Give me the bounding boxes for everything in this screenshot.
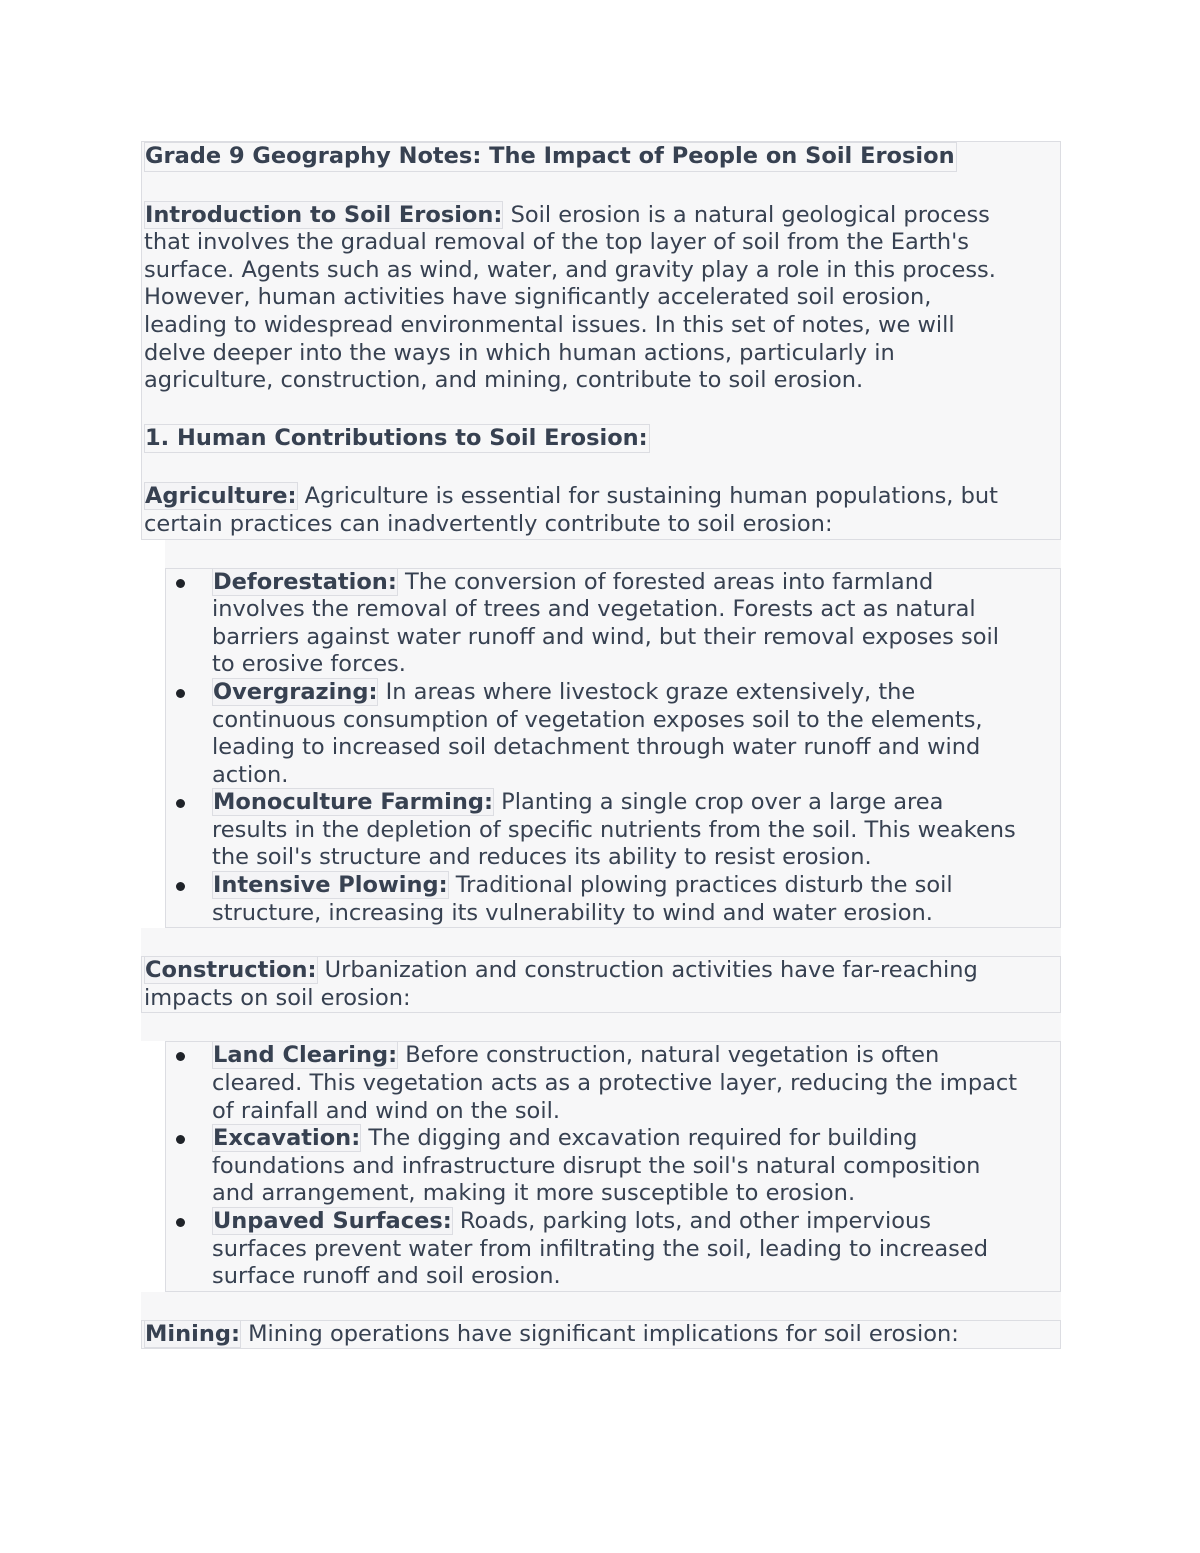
mining-paragraph [141,1320,1061,1350]
item-text: foundations and infrastructure disrupt the soil's natural composition [212,1152,981,1179]
bullet-icon [176,1218,185,1227]
construction-label: Construction: [145,957,317,984]
bullet-icon [176,882,185,891]
item-text: Planting a single crop over a large area [493,789,944,816]
item-text: the soil's structure and reduces its ability to resist erosion. [212,844,872,871]
bullet-icon [176,1135,185,1144]
item-text: The digging and excavation required for building [361,1125,918,1152]
item-text: barriers against water runoff and wind, but their removal exposes soil [212,623,1000,650]
item-text: The conversion of forested areas into farmland [397,568,934,595]
construction-line-1: impacts on soil erosion: [144,984,411,1011]
agriculture-line-1: certain practices can inadvertently contribute to soil erosion: [144,510,833,537]
bullet-icon [176,689,185,698]
construction-list [165,1041,1061,1291]
mining-label: Mining: [145,1320,240,1347]
item-label: Excavation: [213,1125,361,1152]
bullet-icon [176,799,185,808]
list-item [166,1125,1060,1208]
agriculture-list [165,568,1061,929]
item-text: leading to increased soil detachment through water runoff and wind [212,734,981,761]
intro-line-0: Soil erosion is a natural geological process [503,201,990,228]
list-item [166,872,1060,927]
item-text: structure, increasing its vulnerability to wind and water erosion. [212,899,933,926]
intro-line-6: agriculture, construction, and mining, contribute to soil erosion. [144,367,864,394]
intro-label: Introduction to Soil Erosion: [145,201,503,228]
item-text: continuous consumption of vegetation exposes soil to the elements, [212,706,983,733]
item-text: In areas where livestock graze extensively, the [378,678,916,705]
agriculture-line-0: Agriculture is essential for sustaining human populations, but [297,483,998,510]
document-page [141,141,1061,1349]
intro-line-1: that involves the gradual removal of the top layer of soil from the Earth's [144,229,969,256]
item-text: results in the depletion of specific nutrients from the soil. This weakens [212,816,1016,843]
spacer [165,540,1061,568]
bullet-icon [176,579,185,588]
list-item [166,569,1060,679]
spacer [141,1013,1061,1041]
list-item [166,679,1060,789]
bullet-icon [176,1052,185,1061]
item-text: action. [212,761,289,788]
list-item [166,1208,1060,1291]
item-text: of rainfall and wind on the soil. [212,1097,560,1124]
item-text: Before construction, natural vegetation is often [398,1042,940,1069]
item-text: involves the removal of trees and vegetation. Forests act as natural [212,596,976,623]
intro-line-5: delve deeper into the ways in which human actions, particularly in [144,339,895,366]
item-label: Intensive Plowing: [213,872,448,899]
item-text: Traditional plowing practices disturb the soil [448,872,953,899]
item-label: Land Clearing: [213,1042,398,1069]
spacer [141,928,1061,956]
item-label: Overgrazing: [213,678,378,705]
item-text: surfaces prevent water from infiltrating the soil, leading to increased [212,1235,988,1262]
intro-paragraph [144,202,1056,395]
item-label: Deforestation: [213,568,397,595]
page-title: Grade 9 Geography Notes: The Impact of People on Soil Erosion [144,142,957,172]
item-text: cleared. This vegetation acts as a protective layer, reducing the impact [212,1070,1018,1097]
mining-line-0: Mining operations have significant implications for soil erosion: [240,1320,959,1347]
intro-line-2: surface. Agents such as wind, water, and gravity play a role in this process. [144,256,996,283]
item-text: Roads, parking lots, and other impervious [452,1208,931,1234]
section-heading: 1. Human Contributions to Soil Erosion: [144,424,650,454]
agriculture-paragraph [144,483,1056,538]
intro-block [141,141,1061,540]
item-text: to erosive forces. [212,651,406,678]
list-item [166,789,1060,872]
item-text: surface runoff and soil erosion. [212,1263,561,1290]
list-item [166,1042,1060,1125]
agriculture-label: Agriculture: [145,483,297,510]
spacer [141,1292,1061,1320]
intro-line-3: However, human activities have significantly accelerated soil erosion, [144,284,932,311]
construction-paragraph [141,956,1061,1013]
item-label: Monoculture Farming: [213,789,493,816]
item-label: Unpaved Surfaces: [213,1208,452,1234]
item-text: and arrangement, making it more susceptible to erosion. [212,1180,856,1207]
intro-line-4: leading to widespread environmental issues. In this set of notes, we will [144,311,955,338]
construction-line-0: Urbanization and construction activities have far-reaching [317,957,978,984]
